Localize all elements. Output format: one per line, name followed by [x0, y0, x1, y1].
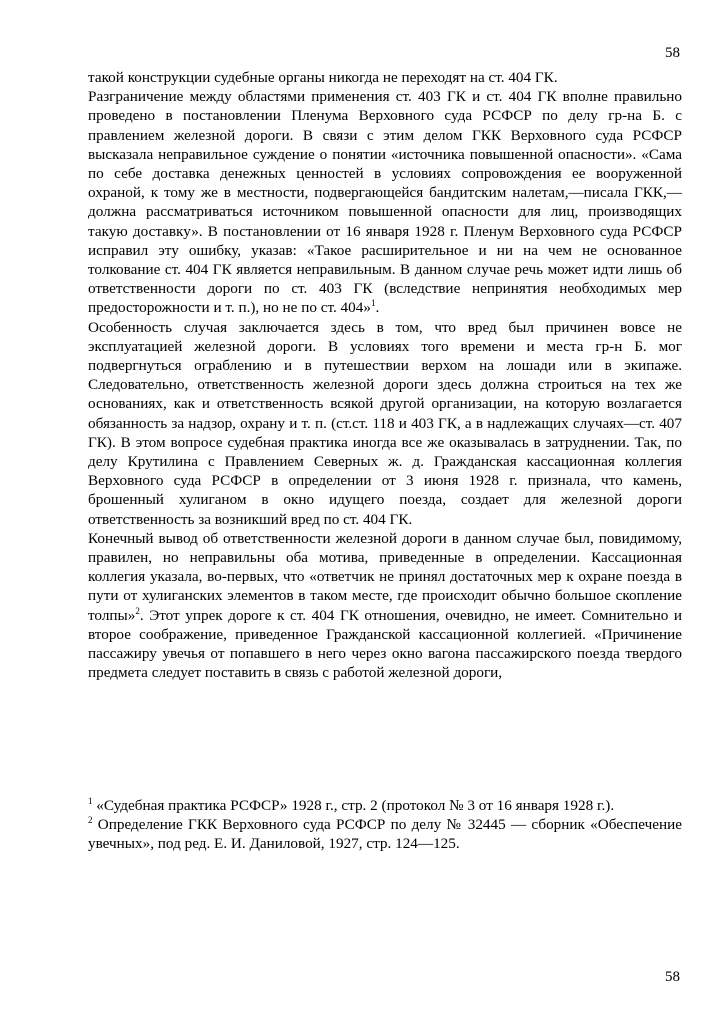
footnote-mark: 1 [88, 795, 93, 806]
paragraph-3 [88, 318, 682, 529]
footnote-1 [88, 796, 682, 815]
paragraph-2 [88, 87, 682, 317]
footnote-text: «Судебная практика РСФСР» 1928 г., стр. 2 (протокол № 3 от 16 января 1928 г.). [92, 797, 615, 814]
paragraph-text: Разграничение между областями применения ст. 403 ГК и ст. 404 ГК вполне правильно проведено в постановлении Пленума Верховного суда РСФСР по делу гр-на Б. с правлением железной дороги. В связи с этим делом ГКК Верховного суда РСФСР высказала неправильное суждение о понятии «источника повышенной опасности». «Сама по себе доставка денежных ценностей в условиях сопровождения ее вооруженной охраной, к тому же в местности, подвергающейся бандитским налетам,—писала ГКК,—должна рассматриваться источником повышенной опасности для лиц, производящих такую доставку». В постановлении от 16 января 1928 г. Пленум Верховного суда РСФСР исправил эту ошибку, указав: «Такое расширительное и ни на чем не основанное толкование ст. 404 ГК является неправильным. В данном случае речь может идти лишь об ответственности дороги по ст. 403 ГК (вследствие непринятия необходимых мер предосторожности и т. п.), но не по ст. 404» [88, 88, 682, 317]
paragraph-4 [88, 529, 682, 683]
paragraph-text: такой конструкции судебные органы никогда не переходят на ст. 404 ГК. [88, 69, 558, 86]
footnote-text: Определение ГКК Верховного суда РСФСР по делу № 32445 — сборник «Обеспечение увечных», под ред. Е. И. Даниловой, 1927, стр. 124—125. [88, 816, 682, 853]
footnote-mark: 2 [88, 815, 93, 826]
footnote-ref-2[interactable]: 2 [135, 605, 140, 616]
paragraph-1 [88, 68, 682, 87]
paragraph-text: Особенность случая заключается здесь в том, что вред был причинен вовсе не эксплуатацией железной дороги. В условиях того времени и места гр-н Б. мог подвергнуться ограблению и в путешествии верхом на лошади или в экипаже. Следовательно, ответственность железной дороги здесь должна строиться на тех же основаниях, как и ответственность всякой другой организации, на которую возлагается обязанность за надзор, охрану и т. п. (ст.ст. 118 и 403 ГК, а в надлежащих случаях—ст. 407 ГК). В этом вопросе судебная практика иногда все же оказывалась в затруднении. Так, по делу Крутилина с Правлением Северных ж. д. Гражданская кассационная коллегия Верховного суда РСФСР в определении от 3 июня 1928 г. признала, что камень, брошенный хулиганом в окно идущего поезда, создает для железной дороги ответственность за возникший вред по ст. 404 ГК. [88, 318, 682, 528]
page-number-bottom: 58 [665, 969, 680, 985]
footnote-2 [88, 815, 682, 853]
footnote-ref-1[interactable]: 1 [370, 298, 376, 309]
document-body [88, 68, 682, 683]
paragraph-text-after: . [375, 299, 380, 317]
paragraph-text: Конечный вывод об ответственности железной дороги в данном случае был, повидимому, правилен, но неправильны оба мотива, приведенные в определении. Кассационная коллегия указала, во-первых, что «ответчик не принял достаточных мер к охране поезда в пути от хулиганских элементов в таком месте, где происходит обычно большое скопление толпы» [88, 529, 682, 624]
footnotes [88, 796, 682, 854]
page-number-top: 58 [665, 45, 680, 61]
paragraph-text-after: . Этот упрек дороге к ст. 404 ГК отношения, очевидно, не имеет. Сомнительно и второе соображение, приведенное Гражданской кассационной коллегией. «Причинение пассажиру увечья от попавшего в него через окно вагона пассажирского поезда твердого предмета следует поставить в связь с работой железной дороги, [88, 606, 682, 682]
